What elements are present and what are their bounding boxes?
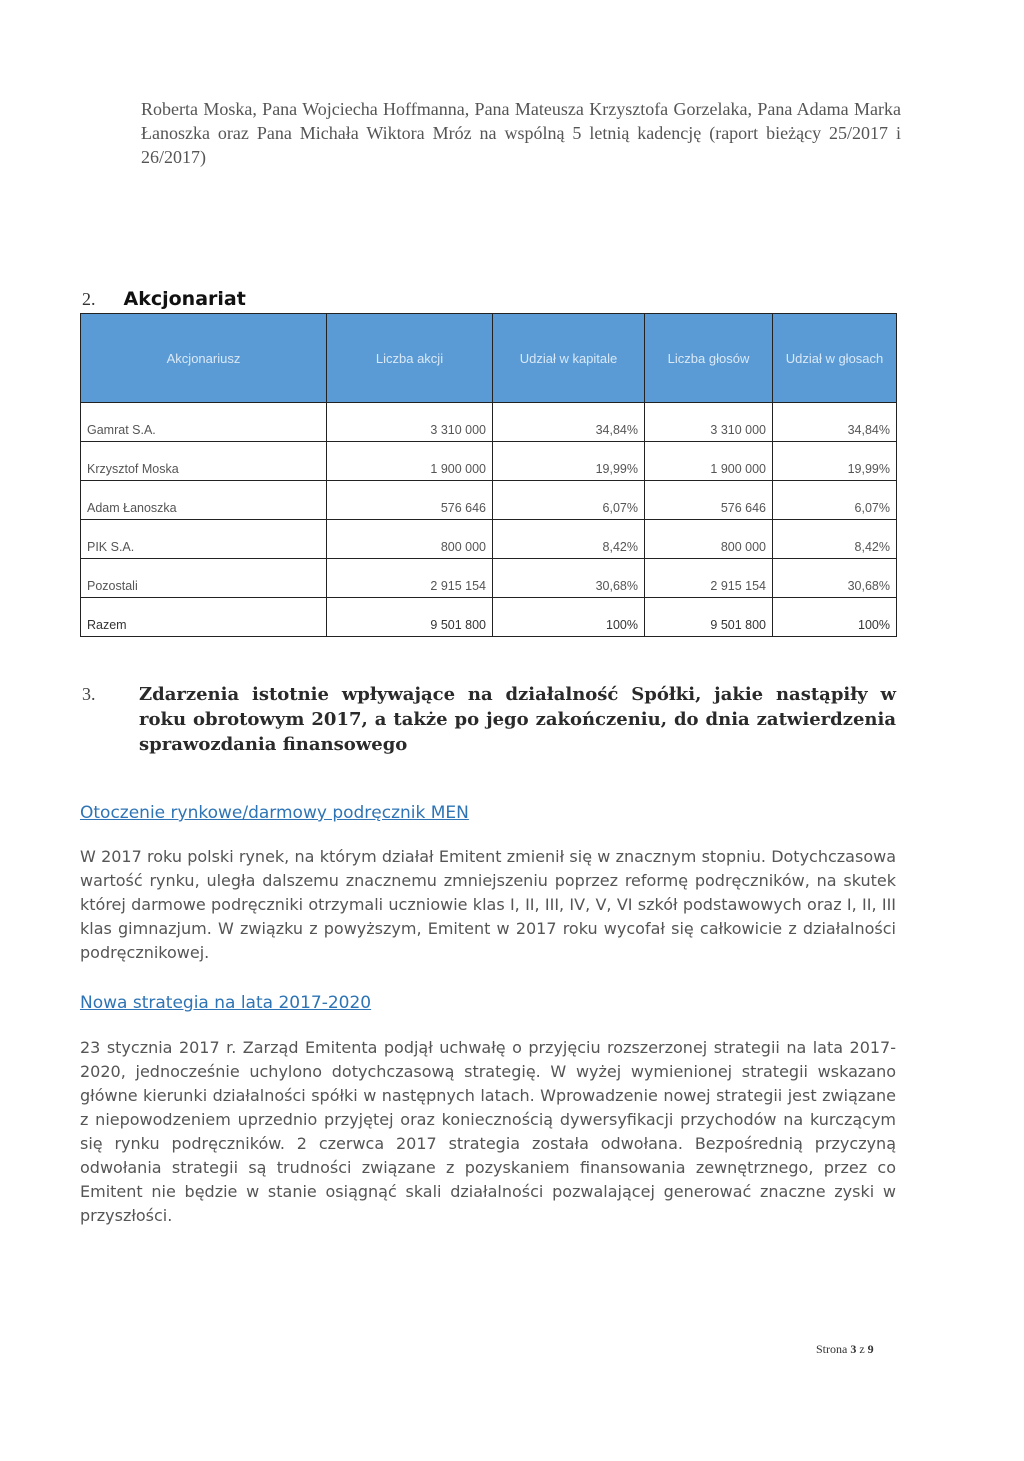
capital-share: 6,07% [493,481,645,520]
total-share-count: 9 501 800 [327,598,493,637]
total-capital-share: 100% [493,598,645,637]
total-pages: 9 [867,1342,874,1356]
vote-count: 2 915 154 [645,559,773,598]
share-count: 576 646 [327,481,493,520]
total-label: Razem [81,598,327,637]
page-prefix: Strona [816,1342,848,1356]
share-count: 3 310 000 [327,403,493,442]
column-header: Liczba głosów [645,314,773,403]
table-row [81,442,897,481]
subsection-heading-strategy: Nowa strategia na lata 2017-2020 [80,993,372,1013]
capital-share: 30,68% [493,559,645,598]
table-row [81,520,897,559]
column-header: Liczba akcji [327,314,493,403]
capital-share: 8,42% [493,520,645,559]
shareholder-name: Gamrat S.A. [81,403,327,442]
subsection-heading-market: Otoczenie rynkowe/darmowy podręcznik MEN [80,803,469,823]
vote-share: 34,84% [773,403,897,442]
vote-count: 576 646 [645,481,773,520]
table-row [81,403,897,442]
shareholder-name: Krzysztof Moska [81,442,327,481]
capital-share: 34,84% [493,403,645,442]
page-separator: z [859,1342,865,1356]
share-count: 1 900 000 [327,442,493,481]
table-header-row [81,314,897,403]
vote-count: 800 000 [645,520,773,559]
shareholder-name: PIK S.A. [81,520,327,559]
current-page: 3 [850,1342,857,1356]
total-vote-count: 9 501 800 [645,598,773,637]
capital-share: 19,99% [493,442,645,481]
column-header: Udział w głosach [773,314,897,403]
paragraph-market: W 2017 roku polski rynek, na którym działał Emitent zmienił się w znacznym stopniu. Dotychczasowa wartość rynku, uległa dalszemu znacznemu zmniejszeniu poprzez reformę podręczników, na skutek której darmowe podręczniki otrzymali uczniowie klas I, II, III, IV, V, VI szkół podstawowych oraz I, II, III klas gimnazjum. W związku z powyższym, Emitent w 2017 roku wycofał się całkowicie z działalności podręcznikowej. [80,847,896,962]
section-title: Zdarzenia istotnie wpływające na działalność Spółki, jakie nastąpiły w roku obrotowym 2017, a także po jego zakończeniu, do dnia zatwierdzenia sprawozdania finansowego [139,684,896,755]
shareholder-name: Pozostali [81,559,327,598]
paragraph-strategy: 23 stycznia 2017 r. Zarząd Emitenta podjął uchwałę o przyjęciu rozszerzonej strategii na lata 2017-2020, jednocześnie uchylono dotychczasową strategię. W wyżej wymienionej strategii wskazano główne kierunki działalności spółki w następnych latach. Wprowadzenie nowej strategii jest związane z niepowodzeniem uprzednio przyjętej oraz koniecznością dywersyfikacji przychodów na kurczącym się rynku podręczników. 2 czerwca 2017 strategia została odwołana. Bezpośrednią przyczyną odwołania strategii są trudności związane z pozyskaniem finansowania zewnętrznego, przez co Emitent nie będzie w stanie osiągnąć skali działalności pozwalającej generować znaczne zyski w przyszłości. [80,1038,896,1225]
intro-paragraph: Roberta Moska, Pana Wojciecha Hoffmanna, Pana Mateusza Krzysztofa Gorzelaka, Pana Adama Marka Łanoszka oraz Pana Michała Wiktora Mróz na wspólną 5 letnią kadencję (raport bieżący 25/2017 i 26/2017) [141,99,901,167]
section-title: Akcjonariat [123,288,246,310]
share-count: 800 000 [327,520,493,559]
vote-share: 8,42% [773,520,897,559]
section-number: 2. [82,289,96,309]
table-total-row [81,598,897,637]
vote-count: 1 900 000 [645,442,773,481]
shareholder-name: Adam Łanoszka [81,481,327,520]
vote-share: 19,99% [773,442,897,481]
section-2-heading [82,288,246,310]
column-header: Akcjonariusz [81,314,327,403]
section-number: 3. [82,684,96,704]
column-header: Udział w kapitale [493,314,645,403]
table-row [81,559,897,598]
table-row [81,481,897,520]
total-vote-share: 100% [773,598,897,637]
vote-count: 3 310 000 [645,403,773,442]
vote-share: 30,68% [773,559,897,598]
share-count: 2 915 154 [327,559,493,598]
shareholders-table [80,313,897,637]
vote-share: 6,07% [773,481,897,520]
page-number [816,1342,874,1357]
section-3-heading [82,682,896,757]
